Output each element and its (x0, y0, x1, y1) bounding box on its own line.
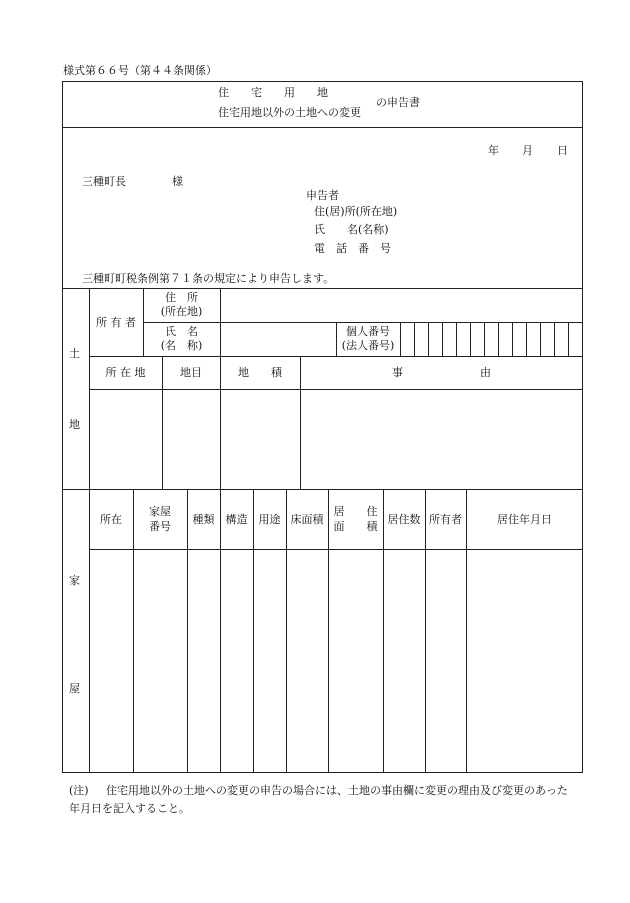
date-day: 日 (557, 144, 568, 157)
land-col-category: 地目 (180, 366, 202, 379)
note-line1: 住宅用地以外の土地への変更の申告の場合には、土地の事由欄に変更の理由及び変更のあった (106, 784, 568, 797)
table-rule-line (400, 322, 401, 356)
house-col-location: 所在 (100, 513, 122, 526)
land-col-area: 地 積 (238, 366, 282, 379)
table-rule-line (425, 489, 426, 773)
table-rule-line (187, 489, 188, 773)
table-rule-line (414, 322, 415, 356)
table-rule-line (512, 322, 513, 356)
table-rule-line (456, 322, 457, 356)
title-line2: 住宅用地以外の土地への変更 (218, 106, 361, 119)
table-rule-line (89, 489, 90, 773)
table-rule-line (540, 322, 541, 356)
table-rule-line (89, 356, 583, 357)
addressee-name: 三種町長 (82, 175, 126, 188)
house-col-number-2: 番号 (149, 520, 171, 533)
applicant-address-label: 住(居)所(所在地) (314, 205, 398, 218)
house-col-living-area-1: 居 住 (333, 505, 378, 518)
table-rule-line (253, 489, 254, 773)
id-number-label-2: (法人番号) (341, 339, 395, 352)
house-col-living-area-2: 面 積 (333, 520, 378, 533)
applicant-phone-label: 電 話 番 号 (314, 242, 391, 255)
table-rule-line (220, 489, 221, 773)
land-owner-label: 所 有 者 (96, 316, 136, 329)
house-col-floor-area: 床面積 (290, 513, 324, 526)
note-line2: 年月日を記入すること。 (69, 802, 190, 815)
house-col-number-1: 家屋 (149, 505, 171, 518)
table-rule-line (89, 549, 583, 550)
table-rule-line (143, 322, 583, 323)
land-name-label-1: 氏 名 (165, 325, 198, 338)
statement: 三種町町税条例第７１条の規定により申告します。 (82, 272, 335, 285)
title-suffix: の申告書 (376, 96, 420, 109)
house-section-label-top: 家 (69, 574, 80, 587)
land-col-location: 所 在 地 (105, 366, 146, 379)
form-number: 様式第６６号（第４４条関係） (63, 64, 217, 77)
land-section-label-top: 土 (69, 347, 80, 360)
land-address-label-2: (所在地) (160, 305, 203, 318)
table-rule-line (484, 322, 485, 356)
date-month: 月 (522, 144, 533, 157)
date-year: 年 (488, 144, 499, 157)
table-rule-line (470, 322, 471, 356)
table-rule-line (554, 322, 555, 356)
house-col-residence-date: 居住年月日 (497, 513, 552, 526)
table-rule-line (286, 489, 287, 773)
table-rule-line (466, 489, 467, 773)
house-col-residents: 居住数 (387, 513, 421, 526)
table-rule-line (89, 389, 583, 390)
land-section-label-bottom: 地 (69, 418, 80, 431)
table-rule-line (498, 322, 499, 356)
table-rule-line (383, 489, 384, 773)
table-rule-line (568, 322, 569, 356)
house-col-structure: 構造 (225, 513, 248, 526)
land-col-reason: 事 由 (392, 366, 491, 379)
addressee-honorific: 様 (172, 175, 183, 188)
note-label: (注) (69, 784, 89, 797)
land-address-label-1: 住 所 (165, 291, 198, 304)
house-col-use: 用途 (258, 513, 281, 526)
applicant-label: 申告者 (306, 189, 339, 202)
table-rule-line (442, 322, 443, 356)
applicant-name-label: 氏 名(名称) (314, 223, 389, 236)
land-name-label-2: (名 称) (160, 339, 203, 352)
house-section-label-bottom: 屋 (69, 682, 80, 695)
house-col-kind: 種類 (192, 513, 215, 526)
table-rule-line (526, 322, 527, 356)
table-rule-line (428, 322, 429, 356)
title-line1: 住 宅 用 地 (218, 86, 328, 99)
house-col-owner: 所有者 (429, 513, 462, 526)
id-number-label-1: 個人番号 (346, 325, 390, 338)
